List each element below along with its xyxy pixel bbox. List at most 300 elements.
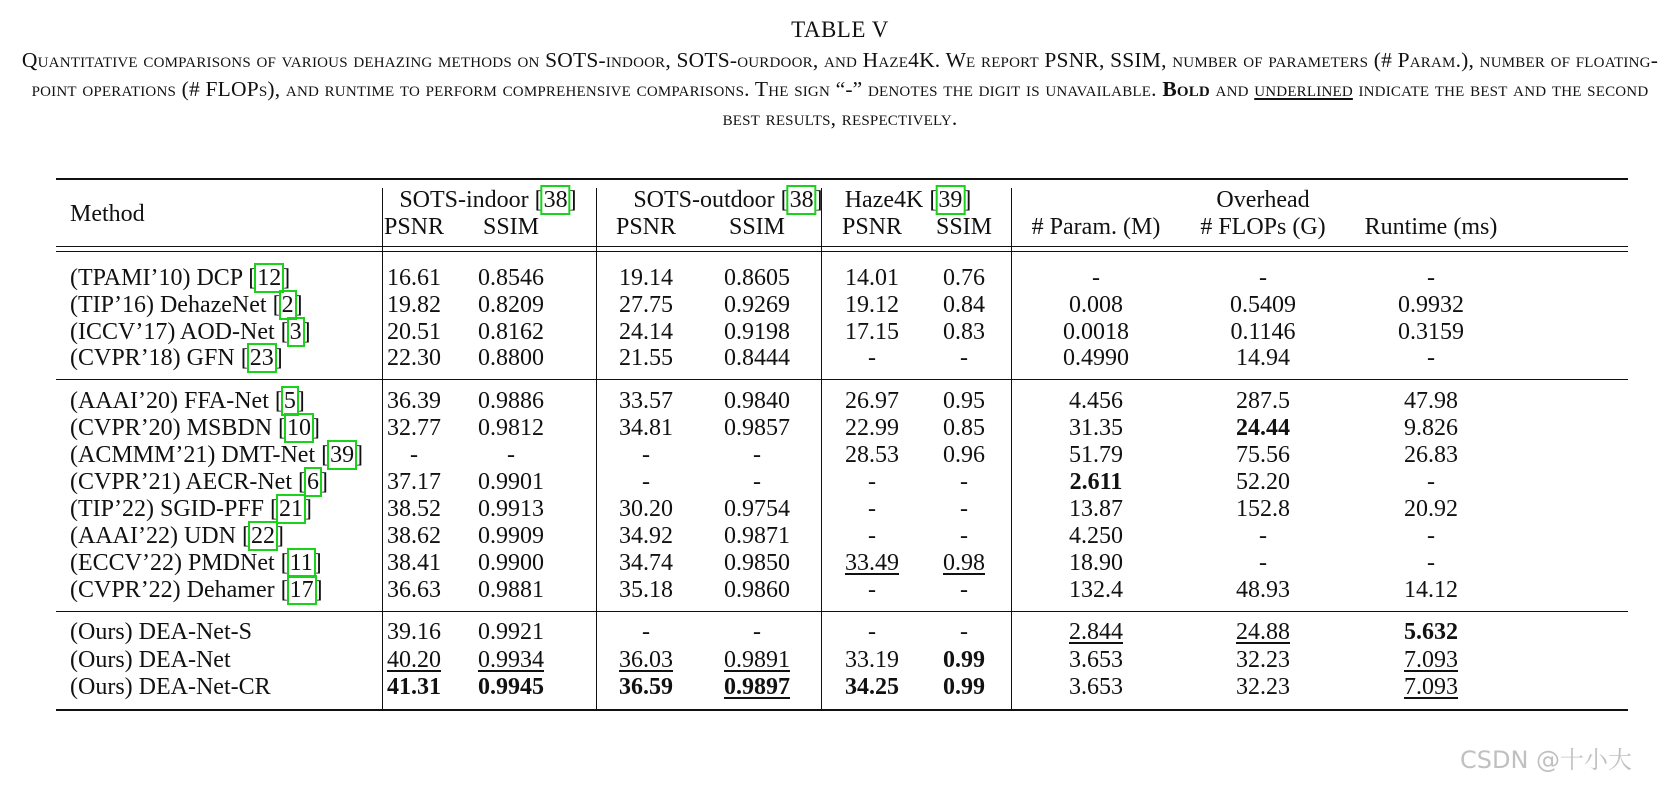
cell-value: 38.41 xyxy=(387,550,441,576)
cell-value: - xyxy=(960,345,968,371)
cell-value: 0.9909 xyxy=(478,523,544,549)
column-header-label: SSIM xyxy=(728,214,786,240)
table-cell xyxy=(619,387,673,415)
cell-value: 0.85 xyxy=(943,415,985,441)
cell-value: 3.653 xyxy=(1069,647,1123,673)
table-row-method xyxy=(70,673,271,701)
table-cell xyxy=(845,441,899,469)
group-header-name: Haze4K xyxy=(844,187,930,213)
table-cell xyxy=(619,673,673,701)
citation-link: 39 xyxy=(938,187,963,213)
cell-value: 0.9754 xyxy=(724,496,790,522)
citation-link: 10 xyxy=(287,415,312,441)
citation-link: 39 xyxy=(330,442,355,468)
cell-value: 0.99 xyxy=(943,647,985,673)
table-cell xyxy=(387,414,441,442)
cell-value: 38.52 xyxy=(387,496,441,522)
cell-value: - xyxy=(1259,550,1267,576)
caption-text-middle: and xyxy=(1209,77,1255,101)
table-cell xyxy=(1427,549,1435,577)
table-cell xyxy=(642,441,650,469)
table-cell xyxy=(387,318,441,346)
group-header: Haze4K [39] xyxy=(844,187,972,213)
cell-value: - xyxy=(1427,345,1435,371)
cell-value: 41.31 xyxy=(387,674,441,700)
table-cell xyxy=(960,495,968,523)
cell-value: - xyxy=(960,577,968,603)
table-cell xyxy=(478,673,544,701)
cell-value: 0.9901 xyxy=(478,469,544,495)
cell-value: 0.9198 xyxy=(724,319,790,345)
table-cell xyxy=(1236,344,1290,372)
method-header xyxy=(70,200,145,228)
cell-value: 75.56 xyxy=(1236,442,1290,468)
table-row-method: (ECCV’22) PMDNet [11] xyxy=(70,550,322,576)
cell-value: - xyxy=(1427,469,1435,495)
table-cell xyxy=(1063,318,1129,346)
cell-value: - xyxy=(642,469,650,495)
cell-value: 19.12 xyxy=(845,292,899,318)
column-header xyxy=(616,213,676,241)
watermark: CSDN @十小大 xyxy=(1460,746,1633,774)
cell-value: 0.1146 xyxy=(1230,319,1296,345)
table-cell xyxy=(619,318,673,346)
cell-value: 14.12 xyxy=(1404,577,1458,603)
cell-value: - xyxy=(960,619,968,645)
cell-value: 0.96 xyxy=(943,442,985,468)
table-cell xyxy=(478,387,544,415)
table-cell xyxy=(387,344,441,372)
column-header xyxy=(1032,213,1161,241)
table-cell xyxy=(1236,441,1290,469)
cell-value: - xyxy=(868,469,876,495)
cell-value: 0.9932 xyxy=(1398,292,1464,318)
table-cell xyxy=(1404,673,1458,701)
cell-value: 34.25 xyxy=(845,674,899,700)
table-cell xyxy=(724,291,790,319)
cell-value: - xyxy=(868,345,876,371)
cell-value: 24.44 xyxy=(1236,415,1290,441)
cell-value: 7.093 xyxy=(1404,674,1458,700)
table-cell xyxy=(619,264,673,292)
method-name: (Ours) DEA-Net xyxy=(70,647,231,673)
table-rule xyxy=(56,611,1628,612)
table-cell xyxy=(478,318,544,346)
method-name: (CVPR’22) Dehamer xyxy=(70,577,281,603)
cell-value: 18.90 xyxy=(1069,550,1123,576)
method-header-label: Method xyxy=(70,201,145,227)
table-cell xyxy=(724,264,790,292)
table-cell xyxy=(1069,522,1123,550)
cell-value: 0.8444 xyxy=(724,345,790,371)
table-cell xyxy=(868,468,876,496)
citation-link: 12 xyxy=(257,265,282,291)
cell-value: 35.18 xyxy=(619,577,673,603)
table-cell xyxy=(943,264,985,292)
table-cell xyxy=(1259,522,1267,550)
cell-value: - xyxy=(960,469,968,495)
citation-link: 17 xyxy=(289,577,314,603)
citation-link: 21 xyxy=(279,496,304,522)
cell-value: 0.8546 xyxy=(478,265,544,291)
group-header-name: SOTS-indoor xyxy=(399,187,535,213)
column-header xyxy=(1200,213,1325,241)
cell-value: 0.8209 xyxy=(478,292,544,318)
cell-value: 22.99 xyxy=(845,415,899,441)
cell-value: 19.82 xyxy=(387,292,441,318)
method-name: (ECCV’22) PMDNet xyxy=(70,550,281,576)
table-cell xyxy=(960,468,968,496)
table-cell xyxy=(1259,549,1267,577)
table-cell xyxy=(387,495,441,523)
table-cell xyxy=(1427,344,1435,372)
column-header xyxy=(842,213,902,241)
cell-value: - xyxy=(642,442,650,468)
cell-value: - xyxy=(1259,265,1267,291)
table-cell xyxy=(387,291,441,319)
table-cell xyxy=(943,646,985,674)
table-cell xyxy=(753,468,761,496)
cell-value: 3.653 xyxy=(1069,674,1123,700)
method-name: (CVPR’21) AECR-Net xyxy=(70,469,298,495)
table-cell xyxy=(724,344,790,372)
cell-value: 32.23 xyxy=(1236,647,1290,673)
table-cell xyxy=(724,576,790,604)
table-cell xyxy=(1259,264,1267,292)
table-cell xyxy=(619,414,673,442)
cell-value: 20.51 xyxy=(387,319,441,345)
cell-value: - xyxy=(868,496,876,522)
cell-value: 14.01 xyxy=(845,265,899,291)
cell-value: 47.98 xyxy=(1404,388,1458,414)
table-cell xyxy=(943,673,985,701)
cell-value: - xyxy=(1427,550,1435,576)
table-row-method: (TIP’16) DehazeNet [2] xyxy=(70,292,303,318)
cell-value: 0.9886 xyxy=(478,388,544,414)
cell-value: 0.9897 xyxy=(724,674,790,700)
cell-value: 33.57 xyxy=(619,388,673,414)
cell-value: 20.92 xyxy=(1404,496,1458,522)
cell-value: 2.844 xyxy=(1069,619,1123,645)
cell-value: 28.53 xyxy=(845,442,899,468)
cell-value: - xyxy=(642,619,650,645)
table-cell xyxy=(387,673,441,701)
table-rule xyxy=(56,379,1628,380)
cell-value: 0.9881 xyxy=(478,577,544,603)
group-header: SOTS-outdoor [38] xyxy=(633,187,823,213)
table-cell xyxy=(478,549,544,577)
cell-value: 0.9871 xyxy=(724,523,790,549)
table-cell xyxy=(1398,318,1464,346)
column-divider xyxy=(1011,188,1012,709)
table-cell xyxy=(868,495,876,523)
table-cell xyxy=(1069,576,1123,604)
cell-value: - xyxy=(1092,265,1100,291)
table-cell xyxy=(943,318,985,346)
cell-value: - xyxy=(1427,523,1435,549)
column-header xyxy=(1365,213,1498,241)
table-cell xyxy=(1236,646,1290,674)
cell-value: 152.8 xyxy=(1236,496,1290,522)
table-cell xyxy=(387,576,441,604)
cell-value: 37.17 xyxy=(387,469,441,495)
citation-link: 2 xyxy=(281,292,294,318)
table-cell xyxy=(868,522,876,550)
table-rule xyxy=(56,251,1628,252)
cell-value: 0.9900 xyxy=(478,550,544,576)
table-cell xyxy=(619,549,673,577)
cell-value: 0.5409 xyxy=(1230,292,1296,318)
group-header xyxy=(1216,186,1309,214)
cell-value: 30.20 xyxy=(619,496,673,522)
column-header xyxy=(483,213,539,241)
table-cell xyxy=(478,344,544,372)
table-cell xyxy=(1069,549,1123,577)
table-cell xyxy=(845,646,899,674)
column-header-label: SSIM xyxy=(482,214,540,240)
cell-value: 16.61 xyxy=(387,265,441,291)
group-header-name: SOTS-outdoor xyxy=(633,187,781,213)
cell-value: - xyxy=(753,442,761,468)
table-cell xyxy=(1236,673,1290,701)
cell-value: 0.8162 xyxy=(478,319,544,345)
table-cell xyxy=(387,468,441,496)
table-rule xyxy=(56,246,1628,247)
citation-link: 38 xyxy=(543,187,568,213)
table-cell xyxy=(1070,468,1123,496)
table-cell xyxy=(1236,414,1290,442)
cell-value: 36.39 xyxy=(387,388,441,414)
table-row-method xyxy=(70,646,231,674)
table-cell xyxy=(960,576,968,604)
cell-value: 38.62 xyxy=(387,523,441,549)
table-cell xyxy=(1404,618,1458,646)
cell-value: 0.9934 xyxy=(478,647,544,673)
cell-value: 0.3159 xyxy=(1398,319,1464,345)
cell-value: 5.632 xyxy=(1404,619,1458,645)
column-header-label: Runtime (ms) xyxy=(1364,214,1498,240)
cell-value: 31.35 xyxy=(1069,415,1123,441)
cell-value: 2.611 xyxy=(1069,469,1123,495)
table-row-method: (CVPR’20) MSBDN [10] xyxy=(70,415,321,441)
cell-value: 26.83 xyxy=(1404,442,1458,468)
method-name: (ACMMM’21) DMT-Net xyxy=(70,442,322,468)
method-name: (Ours) DEA-Net-CR xyxy=(70,674,271,700)
cell-value: 34.92 xyxy=(619,523,673,549)
method-name: (AAAI’22) UDN xyxy=(70,523,242,549)
table-cell xyxy=(1427,522,1435,550)
table-cell xyxy=(507,441,515,469)
results-table xyxy=(56,187,1628,766)
cell-value: 0.84 xyxy=(943,292,985,318)
citation-link: 38 xyxy=(789,187,814,213)
table-cell xyxy=(1063,344,1129,372)
table-row-method: (CVPR’18) GFN [23] xyxy=(70,345,283,371)
table-cell xyxy=(724,549,790,577)
method-name: (CVPR’18) GFN xyxy=(70,345,241,371)
table-cell xyxy=(619,495,673,523)
table-cell xyxy=(387,522,441,550)
column-header xyxy=(936,213,992,241)
table-cell xyxy=(642,618,650,646)
table-cell xyxy=(478,414,544,442)
table-cell xyxy=(845,414,899,442)
cell-value: - xyxy=(1427,265,1435,291)
caption-text xyxy=(20,46,1660,133)
table-row-method: (AAAI’22) UDN [22] xyxy=(70,523,284,549)
table-cell xyxy=(753,441,761,469)
cell-value: - xyxy=(410,442,418,468)
table-cell xyxy=(724,522,790,550)
cell-value: 17.15 xyxy=(845,319,899,345)
cell-value: 7.093 xyxy=(1404,647,1458,673)
table-cell xyxy=(724,387,790,415)
table-cell xyxy=(619,646,673,674)
group-header: SOTS-indoor [38] xyxy=(399,187,577,213)
method-name: (TIP’22) SGID-PFF xyxy=(70,496,271,522)
method-name: (TIP’16) DehazeNet xyxy=(70,292,273,318)
table-cell xyxy=(478,468,544,496)
cell-value: 22.30 xyxy=(387,345,441,371)
cell-value: 132.4 xyxy=(1069,577,1123,603)
table-cell xyxy=(1230,291,1296,319)
column-header xyxy=(384,213,444,241)
table-caption xyxy=(20,16,1660,133)
table-cell xyxy=(1069,441,1123,469)
method-name: (ICCV’17) AOD-Net xyxy=(70,319,281,345)
table-cell xyxy=(1069,673,1123,701)
table-cell xyxy=(943,441,985,469)
table-cell xyxy=(868,618,876,646)
table-cell xyxy=(845,673,899,701)
table-row-method: (ACMMM’21) DMT-Net [39] xyxy=(70,442,364,468)
table-cell xyxy=(1236,576,1290,604)
table-cell xyxy=(724,673,790,701)
table-cell xyxy=(1069,387,1123,415)
table-cell xyxy=(387,387,441,415)
cell-value: 0.76 xyxy=(943,265,985,291)
table-row-method: (AAAI’20) FFA-Net [5] xyxy=(70,388,305,414)
column-header-label: PSNR xyxy=(615,214,677,240)
table-row-method: (ICCV’17) AOD-Net [3] xyxy=(70,319,311,345)
table-cell xyxy=(724,646,790,674)
table-cell xyxy=(478,618,544,646)
table-cell xyxy=(619,291,673,319)
table-cell xyxy=(1230,318,1295,346)
cell-value: - xyxy=(753,469,761,495)
cell-value: 13.87 xyxy=(1069,496,1123,522)
table-cell xyxy=(1069,646,1123,674)
table-cell xyxy=(1404,576,1458,604)
table-cell xyxy=(753,618,761,646)
table-cell xyxy=(1069,414,1123,442)
caption-text-suffix: indicate the best and the second best results, respectively. xyxy=(722,77,1649,130)
table-cell xyxy=(478,522,544,550)
cell-value: 14.94 xyxy=(1236,345,1290,371)
table-cell xyxy=(845,264,899,292)
table-row-method xyxy=(70,618,252,646)
method-name: (TPAMI’10) DCP xyxy=(70,265,249,291)
cell-value: 4.250 xyxy=(1069,523,1123,549)
table-cell xyxy=(1427,264,1435,292)
cell-value: 24.14 xyxy=(619,319,673,345)
table-cell xyxy=(1427,468,1435,496)
column-header xyxy=(729,213,785,241)
table-cell xyxy=(387,646,441,674)
citation-link: 3 xyxy=(289,319,302,345)
table-cell xyxy=(1398,291,1464,319)
table-row-method: (CVPR’22) Dehamer [17] xyxy=(70,577,323,603)
caption-text-prefix: Quantitative comparisons of various dehazing methods on SOTS-indoor, SOTS-ourdoor, and Haze4K. We report PSNR, SSIM, number of parameters (# Param.), number of floating-point operations (# FLOPs), and runtime to perform comprehensive comparisons. The sign “-” denotes the digit is unavailable. xyxy=(21,48,1659,101)
column-header-label: PSNR xyxy=(841,214,903,240)
cell-value: - xyxy=(868,577,876,603)
column-header-label: # Param. (M) xyxy=(1031,214,1161,240)
table-label: TABLE V xyxy=(791,17,889,42)
method-name: (Ours) DEA-Net-S xyxy=(70,619,252,645)
table-cell xyxy=(1236,468,1290,496)
cell-value: 0.9269 xyxy=(724,292,790,318)
table-cell xyxy=(1069,495,1123,523)
cell-value: 52.20 xyxy=(1236,469,1290,495)
citation-link: 11 xyxy=(289,550,313,576)
cell-value: 26.97 xyxy=(845,388,899,414)
table-rule xyxy=(56,709,1628,711)
cell-value: 32.23 xyxy=(1236,674,1290,700)
cell-value: 0.9812 xyxy=(478,415,544,441)
cell-value: 0.99 xyxy=(943,674,985,700)
cell-value: 0.9850 xyxy=(724,550,790,576)
table-cell xyxy=(868,344,876,372)
cell-value: 24.88 xyxy=(1236,619,1290,645)
table-cell xyxy=(1069,291,1123,319)
group-header-name: Overhead xyxy=(1216,187,1310,213)
table-cell xyxy=(619,576,673,604)
table-cell xyxy=(724,414,790,442)
table-cell xyxy=(868,576,876,604)
table-cell xyxy=(943,387,985,415)
cell-value: - xyxy=(868,619,876,645)
table-cell xyxy=(1236,495,1290,523)
cell-value: 36.63 xyxy=(387,577,441,603)
table-cell xyxy=(1092,264,1100,292)
cell-value: 27.75 xyxy=(619,292,673,318)
table-cell xyxy=(478,646,544,674)
table-cell xyxy=(410,441,418,469)
column-divider xyxy=(382,188,383,709)
table-row-method: (TIP’22) SGID-PFF [21] xyxy=(70,496,313,522)
table-cell xyxy=(1236,618,1290,646)
cell-value: 32.77 xyxy=(387,415,441,441)
table-row-method: (TPAMI’10) DCP [12] xyxy=(70,265,291,291)
table-cell xyxy=(478,264,544,292)
table-cell xyxy=(1404,441,1458,469)
column-divider xyxy=(821,188,822,709)
table-cell xyxy=(1404,495,1458,523)
citation-link: 6 xyxy=(307,469,319,495)
cell-value: - xyxy=(868,523,876,549)
citation-link: 22 xyxy=(250,523,275,549)
cell-value: 36.03 xyxy=(619,647,673,673)
table-cell xyxy=(478,291,544,319)
cell-value: 40.20 xyxy=(387,647,441,673)
column-header-label: # FLOPs (G) xyxy=(1200,214,1326,240)
citation-link: 5 xyxy=(283,388,296,414)
cell-value: 0.4990 xyxy=(1063,345,1129,371)
cell-value: - xyxy=(507,442,515,468)
cell-value: 0.8605 xyxy=(724,265,790,291)
cell-value: 34.81 xyxy=(619,415,673,441)
cell-value: 0.9857 xyxy=(724,415,790,441)
